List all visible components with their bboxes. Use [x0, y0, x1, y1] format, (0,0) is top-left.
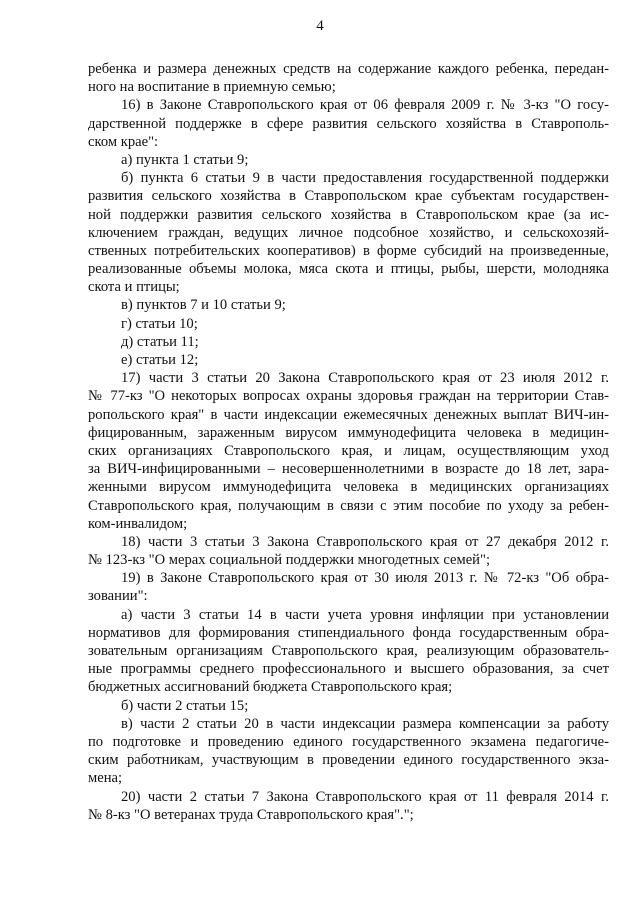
text-line: 19) в Законе Ставропольского края от 30 июля 2013 г. № 72-кз "Об обра-	[121, 570, 609, 587]
text-line: ные программы среднего профессионального и высшего образования, за счет	[88, 661, 609, 678]
text-line: ного на воспитание в приемную семью;	[88, 79, 336, 96]
text-line: женными вирусом иммунодефицита человека в медицинских организациях	[88, 479, 609, 496]
text-line: дарственной поддержке в сфере развития сельского хозяйства в Ставрополь-	[88, 115, 609, 132]
text-line: ребенка и размера денежных средств на содержание каждого ребенка, передан-	[88, 61, 609, 77]
text-line: реализованные объемы молока, мяса скота и птицы, рыбы, шерсти, молодняка	[88, 261, 609, 278]
text-line: № 77-кз "О некоторых вопросах охраны здоровья граждан на территории Став-	[88, 388, 609, 405]
text-line: д) статьи 11;	[121, 333, 199, 350]
text-line: нормативов для формирования стипендиального фонда государственным обра-	[88, 624, 609, 641]
text-line: скота и птицы;	[88, 279, 180, 296]
text-line: ропольского края" в части индексации ежемесячных денежных выплат ВИЧ-ин-	[88, 406, 609, 423]
text-line: ском крае":	[88, 133, 159, 150]
text-line: а) части 3 статьи 14 в части учета уровня инфляции при установлении	[121, 606, 609, 623]
text-line: ной поддержки развития сельского хозяйства в Ставропольском крае (за ис-	[88, 206, 609, 223]
text-line: ключением граждан, ведущих личное подсобное хозяйство, и сельскохозяй-	[88, 224, 609, 241]
text-line: е) статьи 12;	[121, 352, 199, 368]
text-line: мена;	[88, 770, 123, 787]
text-line: 17) части 3 статьи 20 Закона Ставропольского края от 23 июля 2012 г.	[121, 370, 609, 387]
text-line: зовательным организациям Ставропольского края, реализующим образователь-	[88, 643, 609, 659]
text-line: № 123-кз "О мерах социальной поддержки многодетных семей";	[88, 552, 491, 569]
text-line: по подготовке и проведению единого государственного экзамена педагогиче-	[88, 733, 609, 750]
text-line: зовании":	[88, 588, 148, 605]
text-line: в) пунктов 7 и 10 статьи 9;	[121, 297, 286, 314]
text-line: бюджетных ассигнований бюджета Ставропольского края;	[88, 679, 453, 696]
text-line: Ставропольского края, получающим в связи с этим пособие по уходу за ребен-	[88, 497, 609, 514]
text-line: ских организациях Ставропольского края, и лицам, осуществляющим уход	[88, 442, 609, 459]
document-body	[88, 60, 609, 824]
text-line: за ВИЧ-инфицированными – несовершеннолетними в возрасте до 18 лет, зара-	[88, 461, 609, 478]
text-line: г) статьи 10;	[121, 315, 198, 332]
text-line: развития сельского хозяйства в Ставропольском крае субъектам государствен-	[88, 188, 609, 205]
text-line: б) пункта 6 статьи 9 в части предоставления государственной поддержки	[121, 170, 609, 187]
text-line: фицированным, зараженным вирусом иммунодефицита человека в медицин-	[88, 424, 609, 441]
text-line: б) части 2 статьи 15;	[121, 697, 249, 714]
text-line: ком-инвалидом;	[88, 515, 188, 532]
text-line: 18) части 3 статьи 3 Закона Ставропольского края от 27 декабря 2012 г.	[121, 533, 609, 550]
text-line: 20) части 2 статьи 7 Закона Ставропольского края от 11 февраля 2014 г.	[121, 788, 609, 805]
text-line: ским работникам, участвующим в проведении единого государственного экза-	[88, 752, 609, 769]
text-line: в) части 2 статьи 20 в части индексации размера компенсации за работу	[121, 715, 609, 732]
text-line: ственных потребительских кооперативов) в форме субсидий на произведенные,	[88, 242, 609, 259]
page-number: 4	[316, 18, 324, 34]
text-line: 16) в Законе Ставропольского края от 06 февраля 2009 г. № 3-кз "О госу-	[121, 97, 609, 114]
text-line: № 8-кз "О ветеранах труда Ставропольского края".";	[88, 806, 414, 823]
text-line: а) пункта 1 статьи 9;	[121, 151, 249, 168]
